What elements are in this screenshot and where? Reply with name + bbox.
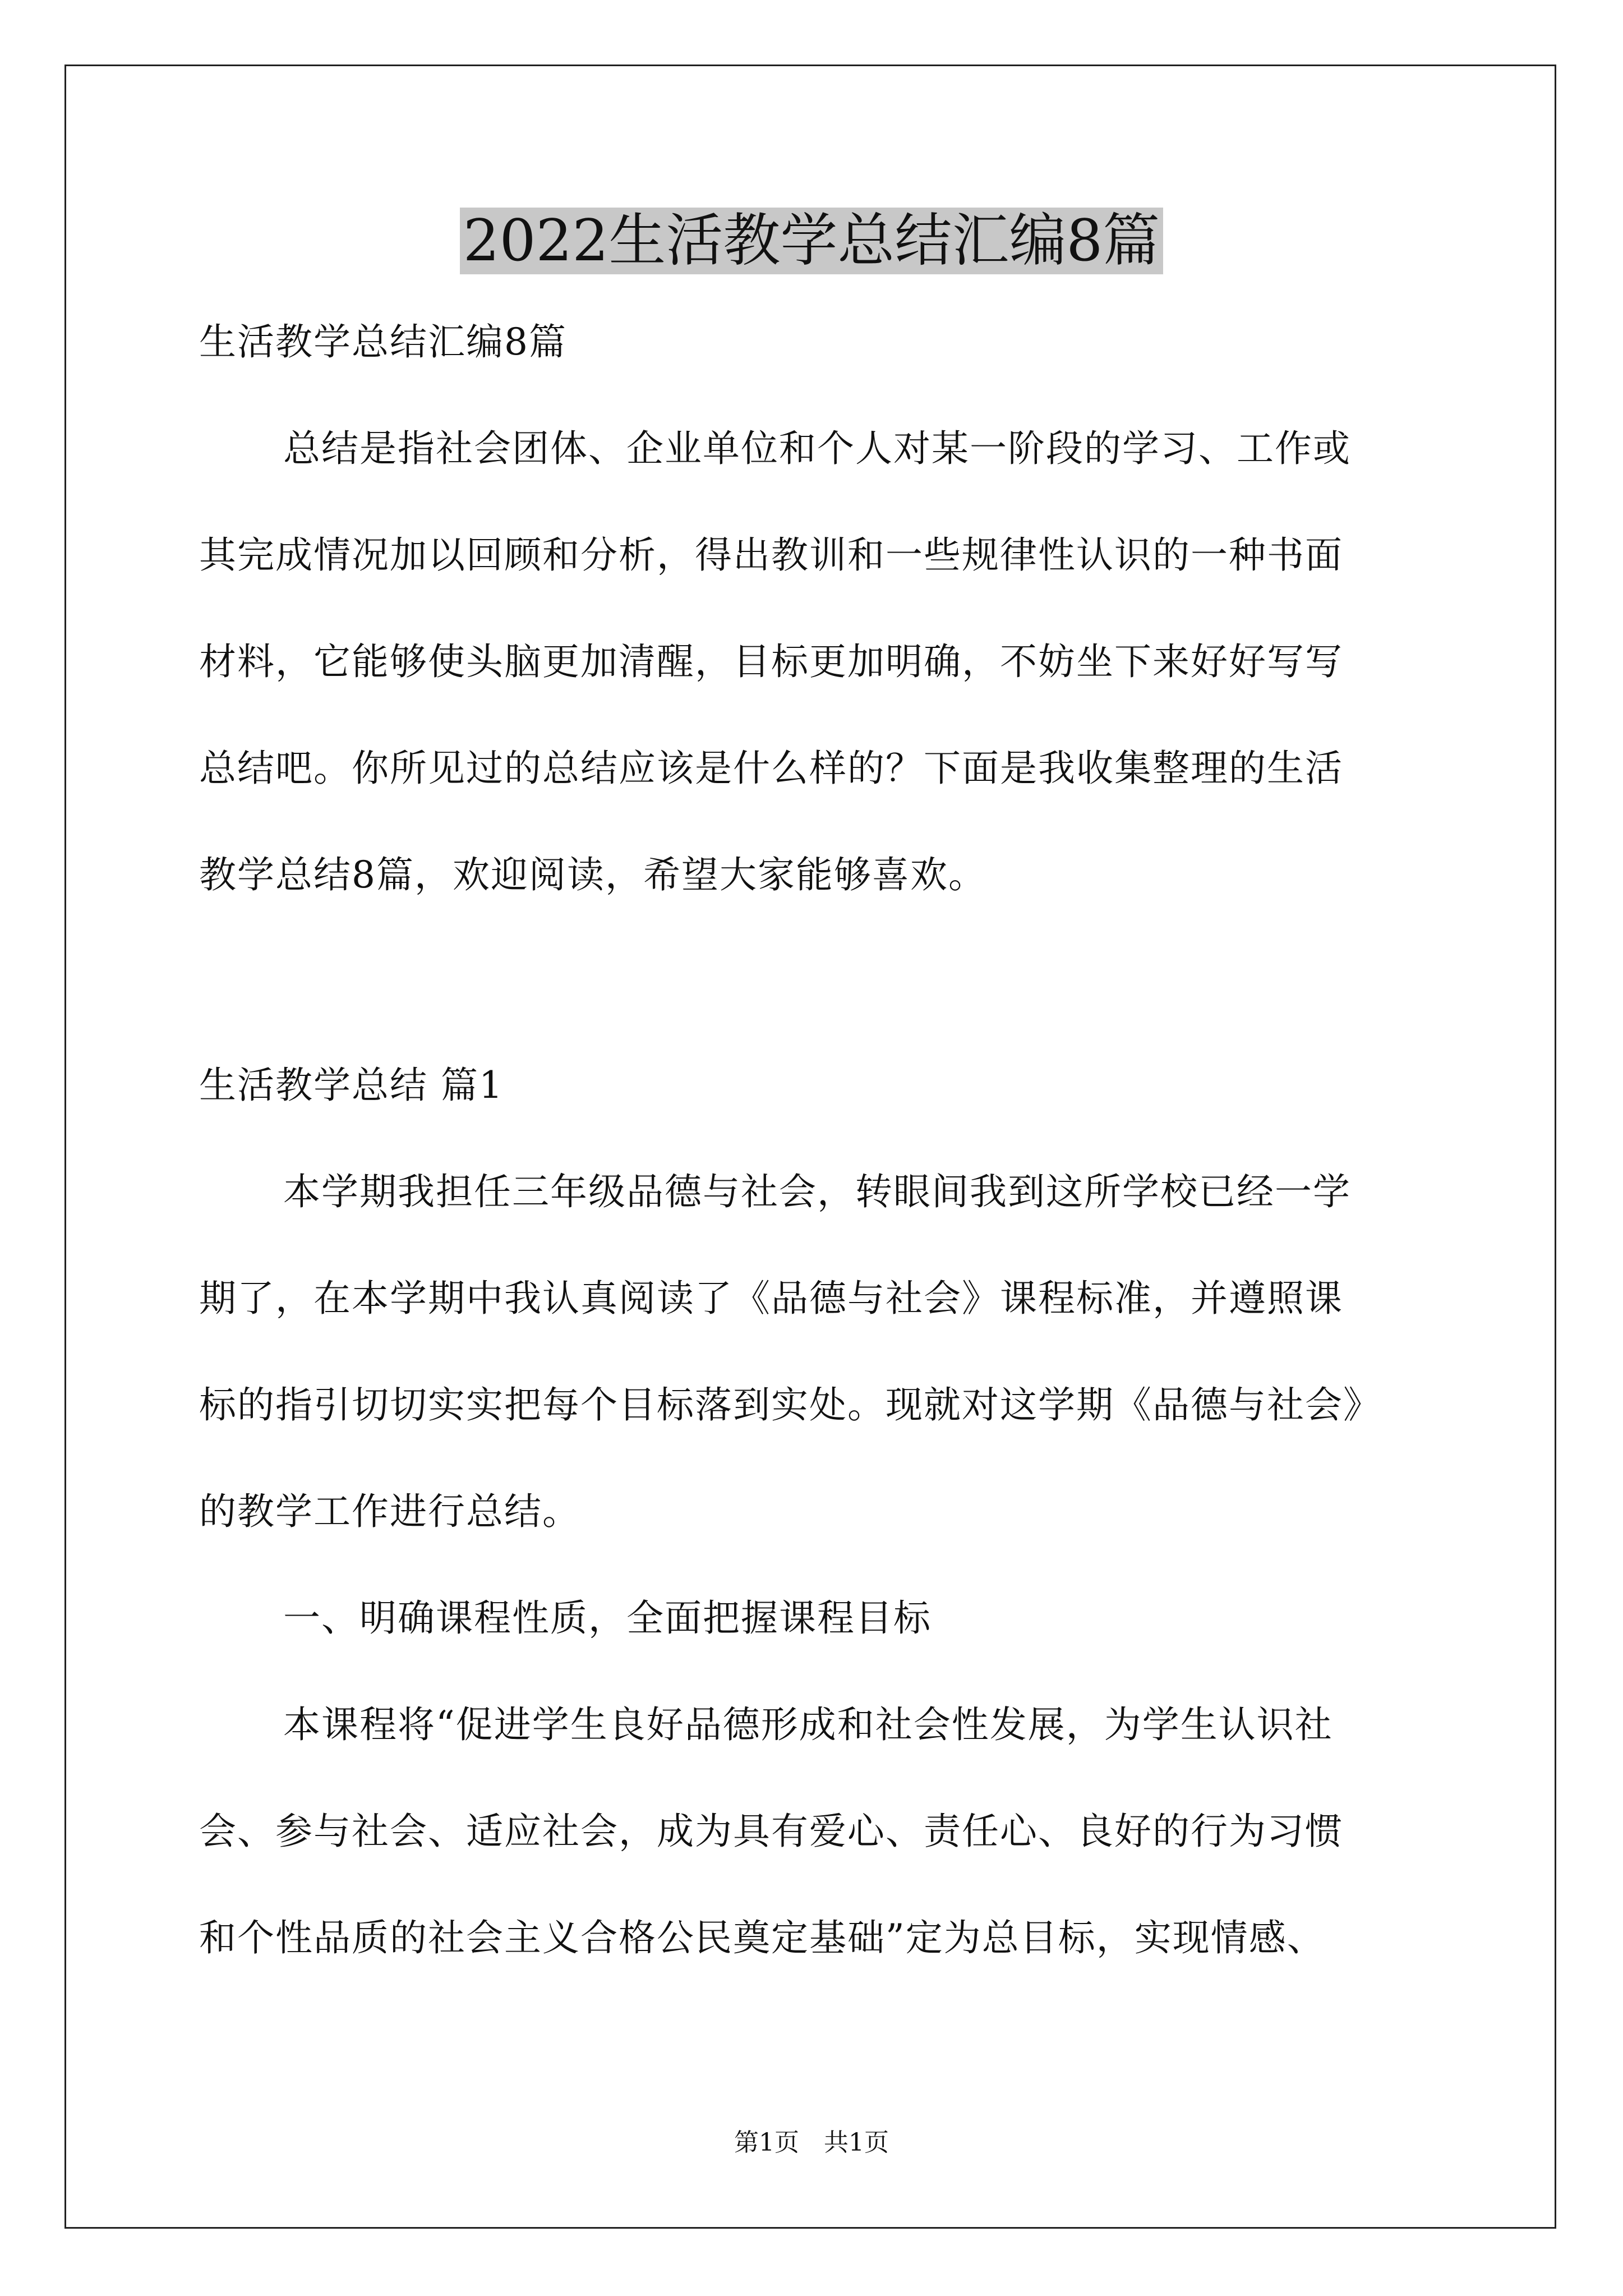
- intro-line: 其完成情况加以回顾和分析，得出教训和一些规律性认识的一种书面: [199, 533, 1343, 577]
- goal-line: 和个性品质的社会主义合格公民奠定基础”定为总目标，实现情感、: [199, 1916, 1325, 1959]
- subheading: 一、明确课程性质，全面把握课程目标: [283, 1596, 932, 1640]
- page-number-label: 第1页 共1页: [734, 2128, 889, 2157]
- section-line: 本学期我担任三年级品德与社会，转眼间我到这所学校已经一学: [283, 1170, 1351, 1213]
- section-line: 标的指引切切实实把每个目标落到实处。现就对这学期《品德与社会》: [199, 1383, 1381, 1427]
- intro-line: 总结吧。你所见过的总结应该是什么样的？下面是我收集整理的生活: [199, 747, 1343, 790]
- document-title: [0, 202, 1623, 280]
- goal-line: 会、参与社会、适应社会，成为具有爱心、责任心、良好的行为习惯: [199, 1810, 1343, 1853]
- page-border: [64, 65, 1556, 2229]
- page-footer: [0, 2126, 1623, 2160]
- intro-line: 材料，它能够使头脑更加清醒，目标更加明确，不妨坐下来好好写写: [199, 640, 1343, 683]
- subtitle: 生活教学总结汇编8篇: [199, 320, 567, 364]
- intro-line: 教学总结8篇，欢迎阅读，希望大家能够喜欢。: [199, 853, 986, 896]
- intro-line: 总结是指社会团体、企业单位和个人对某一阶段的学习、工作或: [283, 427, 1351, 470]
- section-line: 期了，在本学期中我认真阅读了《品德与社会》课程标准，并遵照课: [199, 1277, 1343, 1320]
- goal-line: 本课程将“促进学生良好品德形成和社会性发展，为学生认识社: [283, 1703, 1333, 1746]
- section-line: 的教学工作进行总结。: [199, 1490, 580, 1533]
- section-heading: 生活教学总结 篇1: [199, 1064, 504, 1107]
- document-title-text: 2022生活教学总结汇编8篇: [460, 208, 1163, 274]
